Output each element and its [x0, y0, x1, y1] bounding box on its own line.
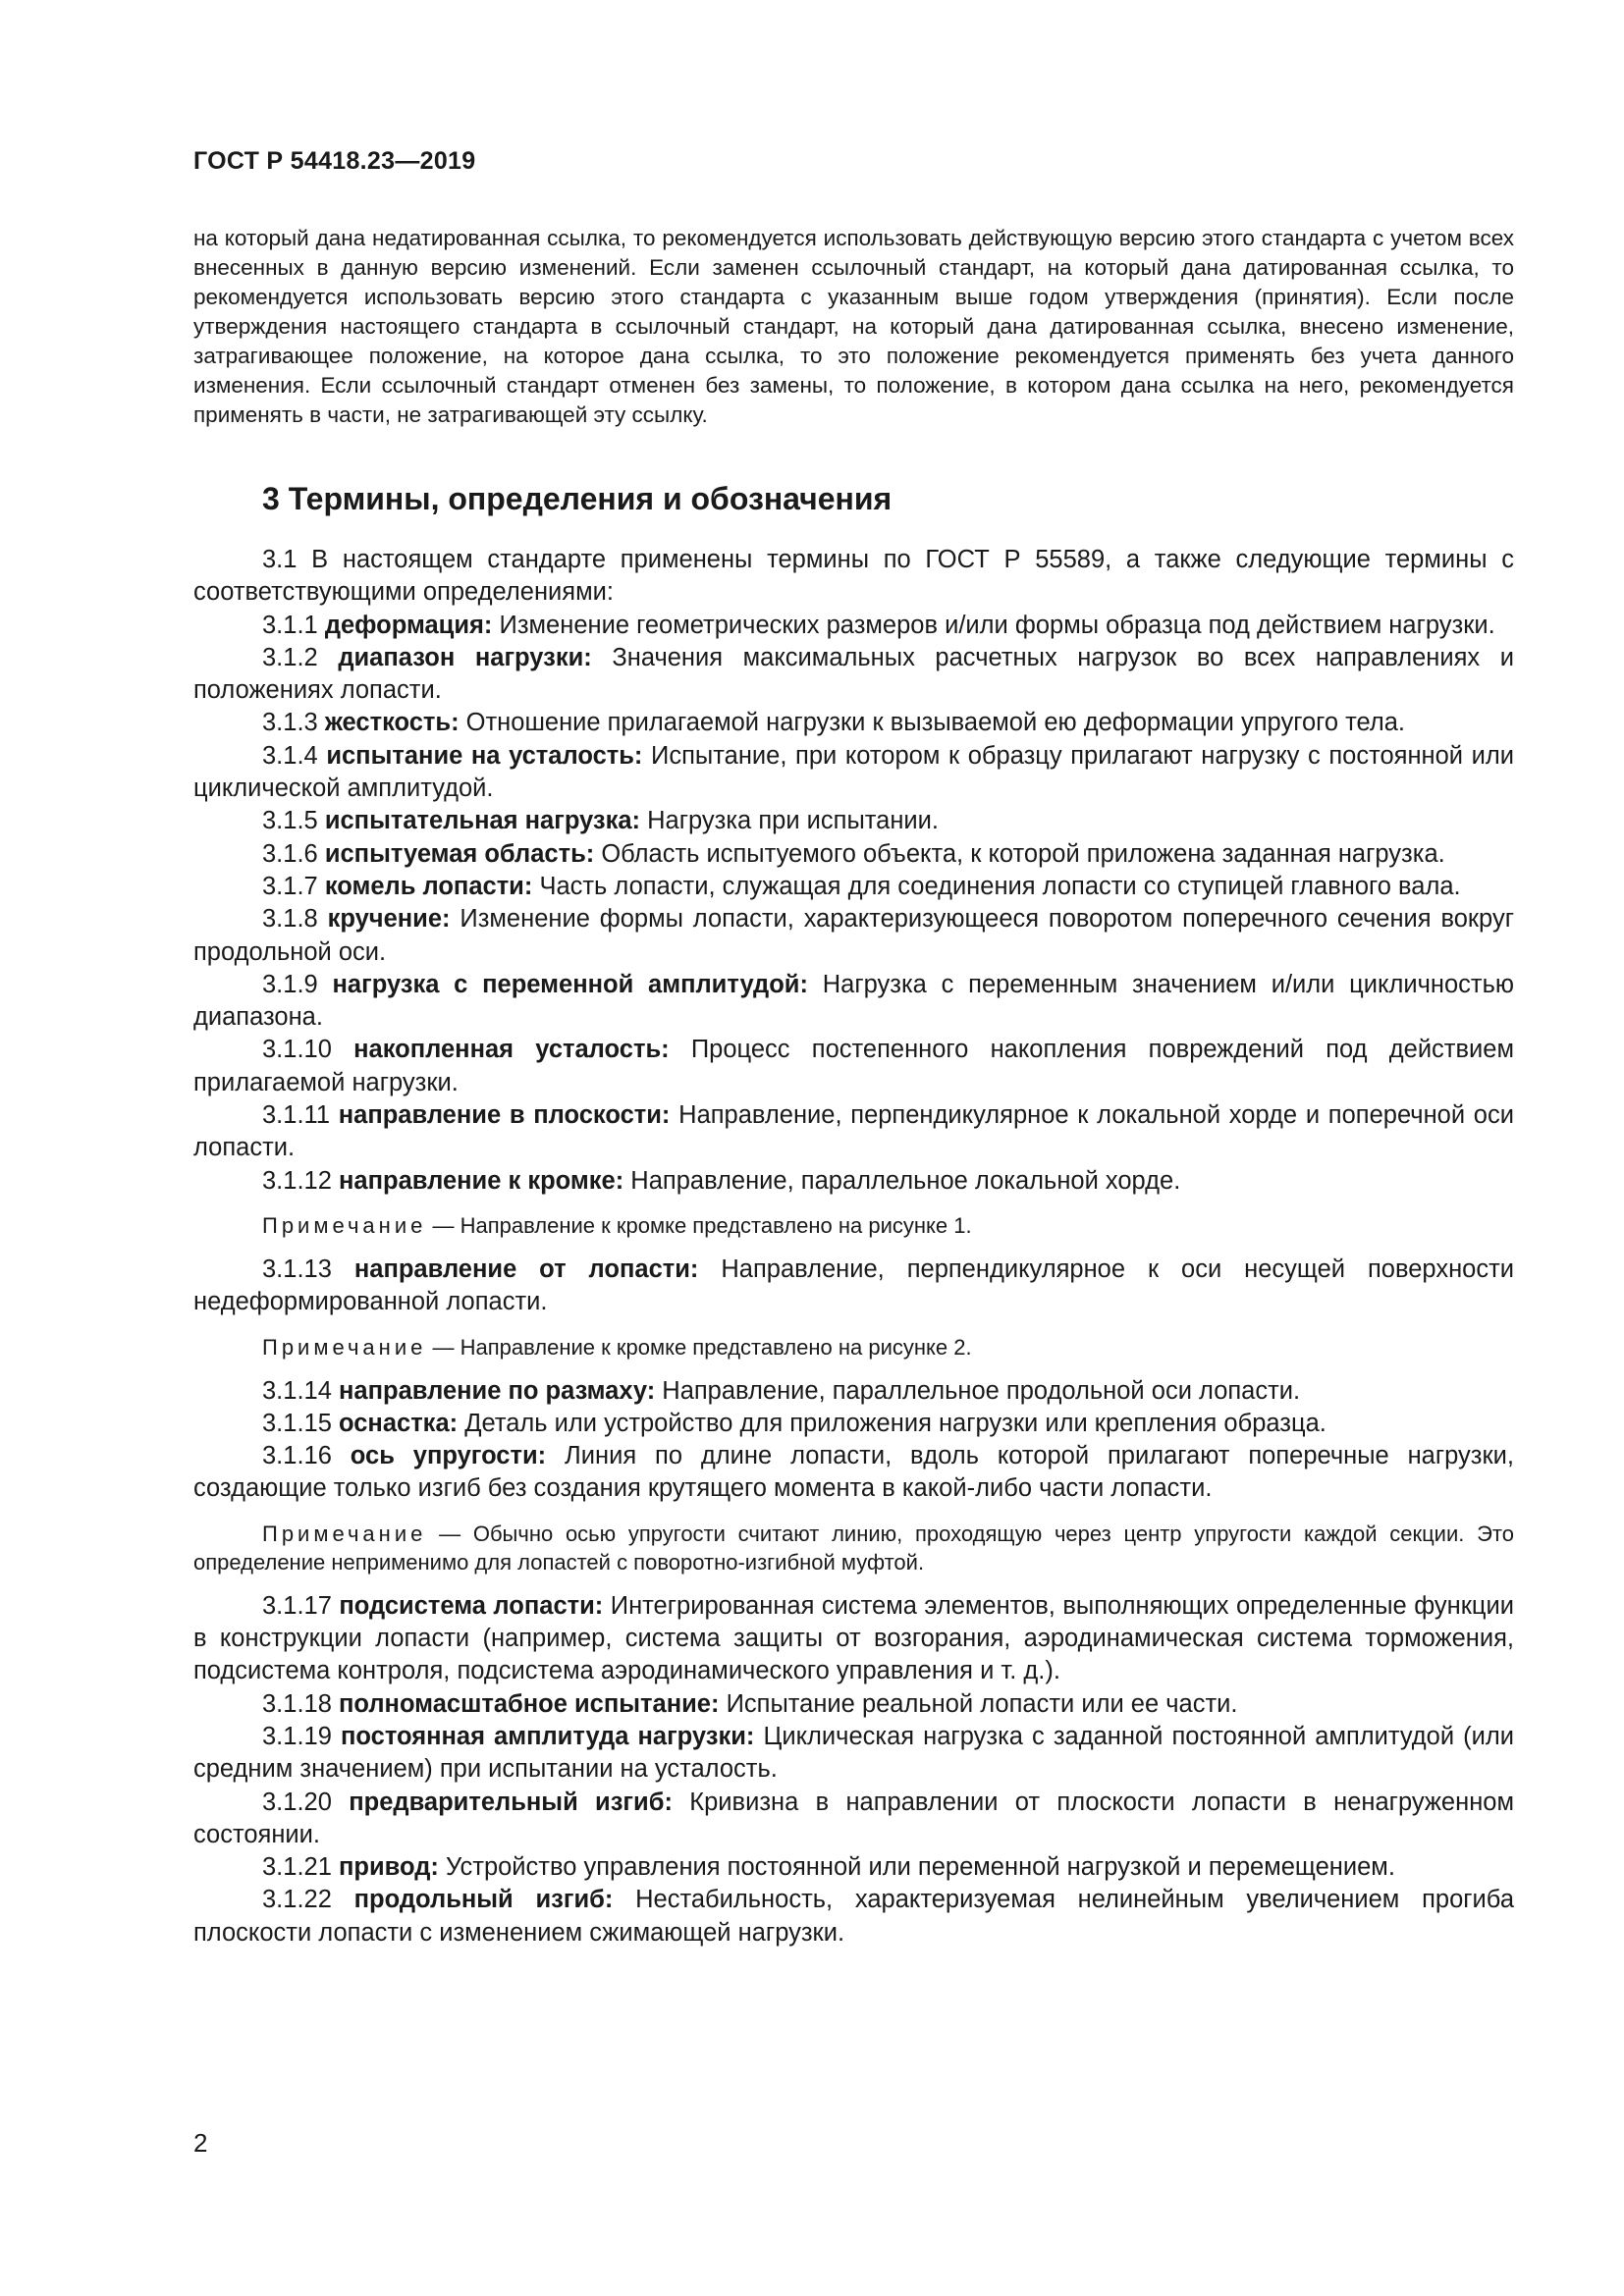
page-number: 2	[193, 2128, 208, 2158]
term-3-1-10: 3.1.10 накопленная усталость: Процесс постепенного накопления повреждений под действием прилагаемой нагрузки.	[193, 1036, 1514, 1096]
note-2: Примечание — Направление к кромке представлено на рисунке 2.	[262, 1334, 972, 1360]
term-3-1-7: 3.1.7 комель лопасти: Часть лопасти, служащая для соединения лопасти со ступицей главного вала.	[262, 872, 1461, 900]
term-3-1-16: 3.1.16 ось упругости: Линия по длине лопасти, вдоль которой прилагают поперечные нагрузки, создающие только изгиб без создания крутящего момента в какой-либо части лопасти.	[193, 1442, 1514, 1503]
term-3-1-2: 3.1.2 диапазон нагрузки: Значения максимальных расчетных нагрузок во всех направлениях и положениях лопасти.	[193, 643, 1514, 705]
term-3-1-13: 3.1.13 направление от лопасти: Направление, перпендикулярное к оси несущей поверхности недеформированной лопасти.	[193, 1255, 1515, 1316]
note-3: Примечание — Обычно осью упругости считают линию, проходящую через центр упругости каждой секции. Это определение неприменимо для лопастей с поворотно-изгибной муфтой.	[193, 1521, 1514, 1575]
term-3-1-4: 3.1.4 испытание на усталость: Испытание, при котором к образцу прилагают нагрузку с постоянной или циклической амплитудой.	[193, 741, 1515, 803]
terms-list	[193, 544, 1514, 1949]
term-3-1-18: 3.1.18 полномасштабное испытание: Испытание реальной лопасти или ее части.	[262, 1689, 1238, 1718]
term-3-1-11: 3.1.11 направление в плоскости: Направление, перпендикулярное к локальной хорде и поперечной оси лопасти.	[193, 1101, 1514, 1162]
note-1: Примечание — Направление к кромке представлено на рисунке 1.	[262, 1212, 972, 1238]
intro-text: на который дана недатированная ссылка, то рекомендуется использовать действующую версию этого стандарта с учетом всех внесенных в данную версию изменений. Если заменен ссылочный стандарт, на который дана датированная ссылка, то рекомендуется использовать версию этого стандарта с указанным выше годом утверждения (принятия). Если после утверждения настоящего стандарта в ссылочный стандарт, на который дана датированная ссылка, внесено изменение, затрагивающее положение, на которое дана ссылка, то это положение рекомендуется применять без учета данного изменения. Если ссылочный стандарт отменен без замены, то положение, в котором дана ссылка на него, рекомендуется применять в части, не затрагивающей эту ссылку.	[193, 226, 1514, 427]
term-3-1-14: 3.1.14 направление по размаху: Направление, параллельное продольной оси лопасти.	[262, 1376, 1301, 1405]
term-3-1-19: 3.1.19 постоянная амплитуда нагрузки: Циклическая нагрузка с заданной постоянной амплитудой (или средним значением) при испытании на усталость.	[193, 1722, 1515, 1784]
term-3-1-21: 3.1.21 привод: Устройство управления постоянной или переменной нагрузкой и перемещением.	[262, 1853, 1395, 1882]
term-3-1-17: 3.1.17 подсистема лопасти: Интегрированная система элементов, выполняющих определенные функции в конструкции лопасти (например, система защиты от возгорания, аэродинамическая система торможения, подсистема контроля, подсистема аэродинамического управления и т. д.).	[193, 1591, 1514, 1685]
term-3-1-3: 3.1.3 жесткость: Отношение прилагаемой нагрузки к вызываемой ею деформации упругого тела.	[262, 709, 1406, 737]
section-lead: 3.1 В настоящем стандарте применены термины по ГОСТ Р 55589, а также следующие термины с соответствующими определениями:	[193, 546, 1514, 607]
term-3-1-15: 3.1.15 оснастка: Деталь или устройство для приложения нагрузки или крепления образца.	[262, 1409, 1326, 1437]
document-header: ГОСТ Р 54418.23—2019	[193, 147, 476, 175]
section-title: 3 Термины, определения и обозначения	[262, 481, 893, 516]
term-3-1-22: 3.1.22 продольный изгиб: Нестабильность, характеризуемая нелинейным увеличением прогиба плоскости лопасти с изменением сжимающей нагрузки.	[193, 1886, 1514, 1947]
term-3-1-20: 3.1.20 предварительный изгиб: Кривизна в направлении от плоскости лопасти в ненагруженном состоянии.	[193, 1788, 1514, 1848]
term-3-1-9: 3.1.9 нагрузка с переменной амплитудой: Нагрузка с переменным значением и/или цикличностью диапазона.	[193, 970, 1514, 1032]
term-3-1-12: 3.1.12 направление к кромке: Направление, параллельное локальной хорде.	[262, 1166, 1181, 1195]
term-3-1-6: 3.1.6 испытуемая область: Область испытуемого объекта, к которой приложена заданная нагрузка.	[262, 839, 1445, 868]
term-3-1-5: 3.1.5 испытательная нагрузка: Нагрузка при испытании.	[262, 807, 940, 835]
term-3-1-8: 3.1.8 кручение: Изменение формы лопасти, характеризующееся поворотом поперечного сечения вокруг продольной оси.	[193, 905, 1515, 966]
term-3-1-1: 3.1.1 деформация: Изменение геометрических размеров и/или формы образца под действием нагрузки.	[262, 611, 1495, 639]
intro-paragraph	[193, 224, 1514, 430]
